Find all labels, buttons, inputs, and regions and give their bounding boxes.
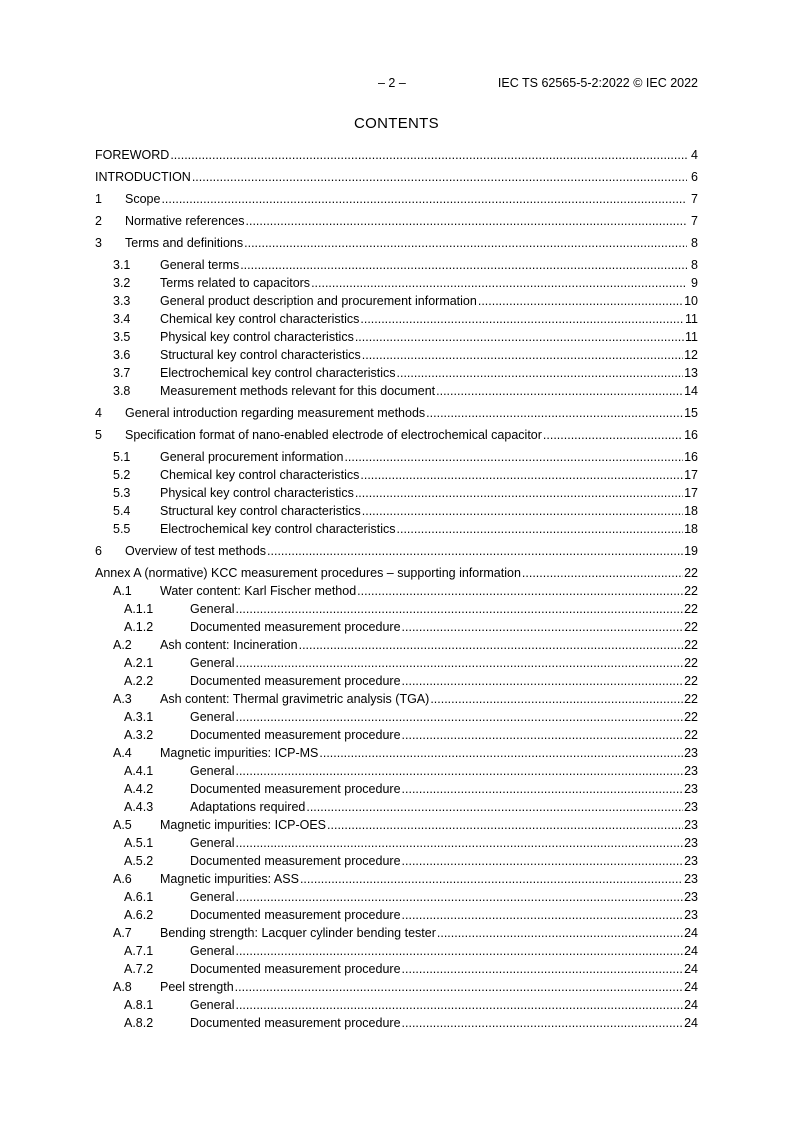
toc-entry-title: Documented measurement procedure: [190, 728, 401, 742]
toc-entry[interactable]: [95, 212, 698, 230]
toc-entry[interactable]: [95, 708, 698, 726]
dot-leader: [344, 448, 683, 466]
toc-entry-page: 23: [684, 854, 698, 868]
dot-leader: [327, 816, 683, 834]
toc-entry[interactable]: [95, 960, 698, 978]
toc-entry[interactable]: [95, 542, 698, 560]
toc-entry[interactable]: [95, 292, 698, 310]
toc-entry-page: 8: [691, 236, 698, 250]
toc-entry-number: A.5.1: [124, 836, 154, 850]
toc-entry-title: FOREWORD: [95, 148, 170, 162]
toc-entry[interactable]: [95, 274, 698, 292]
document-reference: IEC TS 62565-5-2:2022 © IEC 2022: [497, 76, 698, 90]
dot-leader: [397, 364, 684, 382]
dot-leader: [192, 168, 687, 186]
toc-entry-number: 3: [95, 236, 102, 250]
dot-leader: [300, 870, 683, 888]
toc-entry-title: Water content: Karl Fischer method: [160, 584, 357, 598]
toc-entry[interactable]: [95, 502, 698, 520]
toc-entry-title: General: [190, 998, 235, 1012]
toc-entry[interactable]: [95, 618, 698, 636]
toc-entry-title: General: [190, 656, 235, 670]
dot-leader: [235, 996, 683, 1014]
toc-entry-number: A.2.1: [124, 656, 154, 670]
dot-leader: [543, 426, 683, 444]
dot-leader: [235, 942, 683, 960]
toc-entry[interactable]: [95, 924, 698, 942]
toc-entry[interactable]: [95, 798, 698, 816]
toc-entry[interactable]: [95, 978, 698, 996]
table-of-contents: [95, 146, 698, 1032]
toc-entry-page: 22: [684, 692, 698, 706]
toc-entry-title: Bending strength: Lacquer cylinder bending tester: [160, 926, 436, 940]
toc-entry-number: 3.6: [113, 348, 131, 362]
dot-leader: [170, 146, 687, 164]
dot-leader: [402, 1014, 684, 1032]
toc-entry-number: A.2.2: [124, 674, 154, 688]
dot-leader: [402, 906, 684, 924]
toc-entry[interactable]: [95, 834, 698, 852]
toc-entry-title: Structural key control characteristics: [160, 504, 361, 518]
toc-entry-number: A.5.2: [124, 854, 154, 868]
toc-entry-title: General terms: [160, 258, 240, 272]
toc-entry-page: 23: [684, 890, 698, 904]
toc-entry-number: 5.1: [113, 450, 131, 464]
dot-leader: [246, 212, 688, 230]
toc-entry[interactable]: [95, 346, 698, 364]
toc-entry-page: 4: [691, 148, 698, 162]
toc-entry[interactable]: [95, 726, 698, 744]
dot-leader: [402, 618, 684, 636]
toc-entry-title: Scope: [125, 192, 161, 206]
toc-entry-page: 22: [684, 566, 698, 580]
toc-entry-number: 3.1: [113, 258, 131, 272]
toc-entry-number: 5.3: [113, 486, 131, 500]
toc-entry-number: 4: [95, 406, 102, 420]
dot-leader: [235, 834, 683, 852]
toc-entry-number: 3.8: [113, 384, 131, 398]
toc-entry-title: Terms related to capacitors: [160, 276, 311, 290]
toc-entry[interactable]: [95, 382, 698, 400]
toc-entry-page: 22: [684, 728, 698, 742]
toc-entry-title: Annex A (normative) KCC measurement procedures – supporting information: [95, 566, 521, 580]
toc-entry-page: 11: [685, 312, 698, 326]
dot-leader: [319, 744, 683, 762]
toc-entry-page: 24: [684, 980, 698, 994]
dot-leader: [522, 564, 683, 582]
toc-entry-page: 17: [684, 468, 698, 482]
toc-entry-page: 23: [684, 746, 698, 760]
toc-entry-title: Physical key control characteristics: [160, 486, 354, 500]
toc-entry-title: General: [190, 944, 235, 958]
toc-entry-number: 3.3: [113, 294, 131, 308]
toc-entry-number: 3.2: [113, 276, 131, 290]
toc-entry-number: A.1.2: [124, 620, 154, 634]
dot-leader: [235, 978, 683, 996]
toc-entry-number: A.7: [113, 926, 132, 940]
toc-entry-title: Specification format of nano-enabled electrode of electrochemical capacitor: [125, 428, 542, 442]
dot-leader: [267, 542, 683, 560]
toc-entry-number: 5.5: [113, 522, 131, 536]
toc-entry-number: 5.4: [113, 504, 131, 518]
toc-entry-number: 1: [95, 192, 102, 206]
toc-entry-page: 14: [684, 384, 698, 398]
toc-entry-title: Documented measurement procedure: [190, 620, 401, 634]
toc-entry-page: 6: [691, 170, 698, 184]
toc-entry[interactable]: [95, 328, 698, 346]
toc-entry-number: A.5: [113, 818, 132, 832]
dot-leader: [357, 582, 683, 600]
dot-leader: [437, 924, 683, 942]
toc-entry[interactable]: [95, 484, 698, 502]
toc-entry[interactable]: [95, 888, 698, 906]
toc-entry-page: 22: [684, 710, 698, 724]
dot-leader: [306, 798, 683, 816]
toc-entry-title: General: [190, 602, 235, 616]
dot-leader: [360, 310, 684, 328]
toc-entry-title: Ash content: Thermal gravimetric analysis (TGA): [160, 692, 430, 706]
toc-entry[interactable]: [95, 690, 698, 708]
toc-entry[interactable]: [95, 816, 698, 834]
toc-entry-page: 24: [684, 1016, 698, 1030]
toc-entry-title: Terms and definitions: [125, 236, 244, 250]
toc-entry[interactable]: [95, 426, 698, 444]
dot-leader: [430, 690, 683, 708]
dot-leader: [426, 404, 683, 422]
toc-entry-page: 23: [684, 800, 698, 814]
toc-entry-page: 24: [684, 926, 698, 940]
toc-entry-number: A.7.1: [124, 944, 154, 958]
page-header: [0, 76, 793, 92]
toc-entry-number: A.6.1: [124, 890, 154, 904]
toc-entry-page: 9: [691, 276, 698, 290]
toc-entry-title: Structural key control characteristics: [160, 348, 361, 362]
toc-entry[interactable]: [95, 582, 698, 600]
toc-entry-number: 3.4: [113, 312, 131, 326]
toc-entry[interactable]: [95, 234, 698, 252]
toc-entry-number: A.2: [113, 638, 132, 652]
toc-entry-title: General: [190, 764, 235, 778]
toc-entry-page: 18: [684, 522, 698, 536]
toc-entry-page: 12: [684, 348, 698, 362]
toc-entry-number: 3.5: [113, 330, 131, 344]
toc-entry-page: 24: [684, 944, 698, 958]
toc-entry-number: A.4: [113, 746, 132, 760]
dot-leader: [362, 346, 683, 364]
toc-entry[interactable]: [95, 146, 698, 164]
toc-entry-page: 22: [684, 602, 698, 616]
toc-entry-number: A.1.1: [124, 602, 154, 616]
toc-entry-page: 7: [691, 214, 698, 228]
dot-leader: [360, 466, 683, 484]
toc-entry-page: 17: [684, 486, 698, 500]
toc-entry-number: 5: [95, 428, 102, 442]
toc-entry-page: 11: [685, 330, 698, 344]
toc-entry-number: A.6: [113, 872, 132, 886]
dot-leader: [478, 292, 683, 310]
toc-entry-title: Magnetic impurities: ICP-OES: [160, 818, 327, 832]
toc-entry-number: A.4.2: [124, 782, 154, 796]
toc-entry-number: A.3: [113, 692, 132, 706]
toc-entry-title: Chemical key control characteristics: [160, 468, 360, 482]
toc-entry-page: 22: [684, 620, 698, 634]
toc-entry-title: Magnetic impurities: ASS: [160, 872, 299, 886]
toc-entry-title: Electrochemical key control characteristics: [160, 522, 396, 536]
toc-entry-title: Ash content: Incineration: [160, 638, 298, 652]
toc-entry-title: General procurement information: [160, 450, 344, 464]
toc-entry-page: 22: [684, 656, 698, 670]
dot-leader: [402, 672, 684, 690]
toc-entry-number: A.8.1: [124, 998, 154, 1012]
toc-entry-number: A.1: [113, 584, 132, 598]
dot-leader: [397, 520, 684, 538]
toc-entry[interactable]: [95, 744, 698, 762]
toc-entry-number: A.8.2: [124, 1016, 154, 1030]
toc-entry[interactable]: [95, 906, 698, 924]
toc-entry-number: A.4.3: [124, 800, 154, 814]
dot-leader: [355, 484, 683, 502]
toc-entry-page: 23: [684, 818, 698, 832]
toc-entry-page: 16: [684, 450, 698, 464]
toc-entry-page: 24: [684, 962, 698, 976]
toc-entry-page: 16: [684, 428, 698, 442]
toc-entry-page: 8: [691, 258, 698, 272]
toc-entry[interactable]: [95, 942, 698, 960]
dot-leader: [436, 382, 683, 400]
dot-leader: [240, 256, 687, 274]
page-title: CONTENTS: [354, 115, 439, 132]
dot-leader: [362, 502, 683, 520]
toc-entry-page: 23: [684, 764, 698, 778]
toc-entry-title: Documented measurement procedure: [190, 908, 401, 922]
toc-entry-title: Chemical key control characteristics: [160, 312, 360, 326]
dot-leader: [402, 726, 684, 744]
toc-entry-page: 24: [684, 998, 698, 1012]
toc-entry-title: Documented measurement procedure: [190, 854, 401, 868]
toc-entry-title: Peel strength: [160, 980, 234, 994]
toc-entry-page: 22: [684, 638, 698, 652]
toc-entry[interactable]: [95, 780, 698, 798]
dot-leader: [311, 274, 687, 292]
toc-entry[interactable]: [95, 762, 698, 780]
toc-entry[interactable]: [95, 168, 698, 186]
toc-entry[interactable]: [95, 256, 698, 274]
toc-entry-number: 5.2: [113, 468, 131, 482]
dot-leader: [299, 636, 684, 654]
toc-entry-page: 13: [684, 366, 698, 380]
toc-entry[interactable]: [95, 448, 698, 466]
toc-entry-title: Electrochemical key control characteristics: [160, 366, 396, 380]
dot-leader: [244, 234, 687, 252]
toc-entry-title: Documented measurement procedure: [190, 1016, 401, 1030]
toc-entry[interactable]: [95, 404, 698, 422]
toc-entry-page: 10: [684, 294, 698, 308]
dot-leader: [402, 960, 684, 978]
toc-entry-number: 6: [95, 544, 102, 558]
toc-entry-page: 22: [684, 674, 698, 688]
toc-entry-title: General: [190, 890, 235, 904]
toc-entry[interactable]: [95, 870, 698, 888]
toc-entry[interactable]: [95, 310, 698, 328]
toc-entry-title: General introduction regarding measurement methods: [125, 406, 426, 420]
toc-entry-number: A.4.1: [124, 764, 154, 778]
toc-entry-page: 23: [684, 836, 698, 850]
dot-leader: [161, 190, 687, 208]
toc-entry-title: Documented measurement procedure: [190, 674, 401, 688]
toc-entry-title: Overview of test methods: [125, 544, 267, 558]
toc-entry-page: 23: [684, 782, 698, 796]
toc-entry-title: Documented measurement procedure: [190, 962, 401, 976]
toc-entry-page: 23: [684, 908, 698, 922]
toc-entry-page: 18: [684, 504, 698, 518]
toc-entry[interactable]: [95, 190, 698, 208]
toc-entry-title: Magnetic impurities: ICP-MS: [160, 746, 319, 760]
toc-entry-title: General: [190, 710, 235, 724]
toc-entry-title: General product description and procurement information: [160, 294, 477, 308]
dot-leader: [235, 708, 683, 726]
toc-entry-page: 15: [684, 406, 698, 420]
toc-entry-title: Adaptations required: [190, 800, 306, 814]
toc-entry-number: A.3.1: [124, 710, 154, 724]
toc-entry-title: Measurement methods relevant for this document: [160, 384, 436, 398]
toc-entry[interactable]: [95, 520, 698, 538]
toc-entry-title: INTRODUCTION: [95, 170, 191, 184]
dot-leader: [355, 328, 684, 346]
toc-entry-page: 22: [684, 584, 698, 598]
toc-entry-number: 2: [95, 214, 102, 228]
toc-entry[interactable]: [95, 1014, 698, 1032]
toc-entry[interactable]: [95, 466, 698, 484]
page-number: – 2 –: [378, 76, 406, 90]
dot-leader: [235, 600, 683, 618]
toc-entry-number: A.8: [113, 980, 132, 994]
toc-entry-title: Physical key control characteristics: [160, 330, 354, 344]
toc-entry-number: A.7.2: [124, 962, 154, 976]
toc-entry-title: Normative references: [125, 214, 245, 228]
toc-entry-page: 23: [684, 872, 698, 886]
dot-leader: [235, 888, 683, 906]
dot-leader: [402, 852, 684, 870]
toc-entry[interactable]: [95, 564, 698, 582]
toc-entry[interactable]: [95, 636, 698, 654]
toc-entry[interactable]: [95, 996, 698, 1014]
toc-entry[interactable]: [95, 852, 698, 870]
dot-leader: [235, 762, 683, 780]
dot-leader: [235, 654, 683, 672]
toc-entry-number: A.3.2: [124, 728, 154, 742]
toc-entry[interactable]: [95, 600, 698, 618]
dot-leader: [402, 780, 684, 798]
toc-entry[interactable]: [95, 672, 698, 690]
toc-entry-title: Documented measurement procedure: [190, 782, 401, 796]
toc-entry-page: 7: [691, 192, 698, 206]
toc-entry-number: 3.7: [113, 366, 131, 380]
toc-entry[interactable]: [95, 654, 698, 672]
toc-entry[interactable]: [95, 364, 698, 382]
toc-entry-title: General: [190, 836, 235, 850]
toc-entry-number: A.6.2: [124, 908, 154, 922]
toc-entry-page: 19: [684, 544, 698, 558]
